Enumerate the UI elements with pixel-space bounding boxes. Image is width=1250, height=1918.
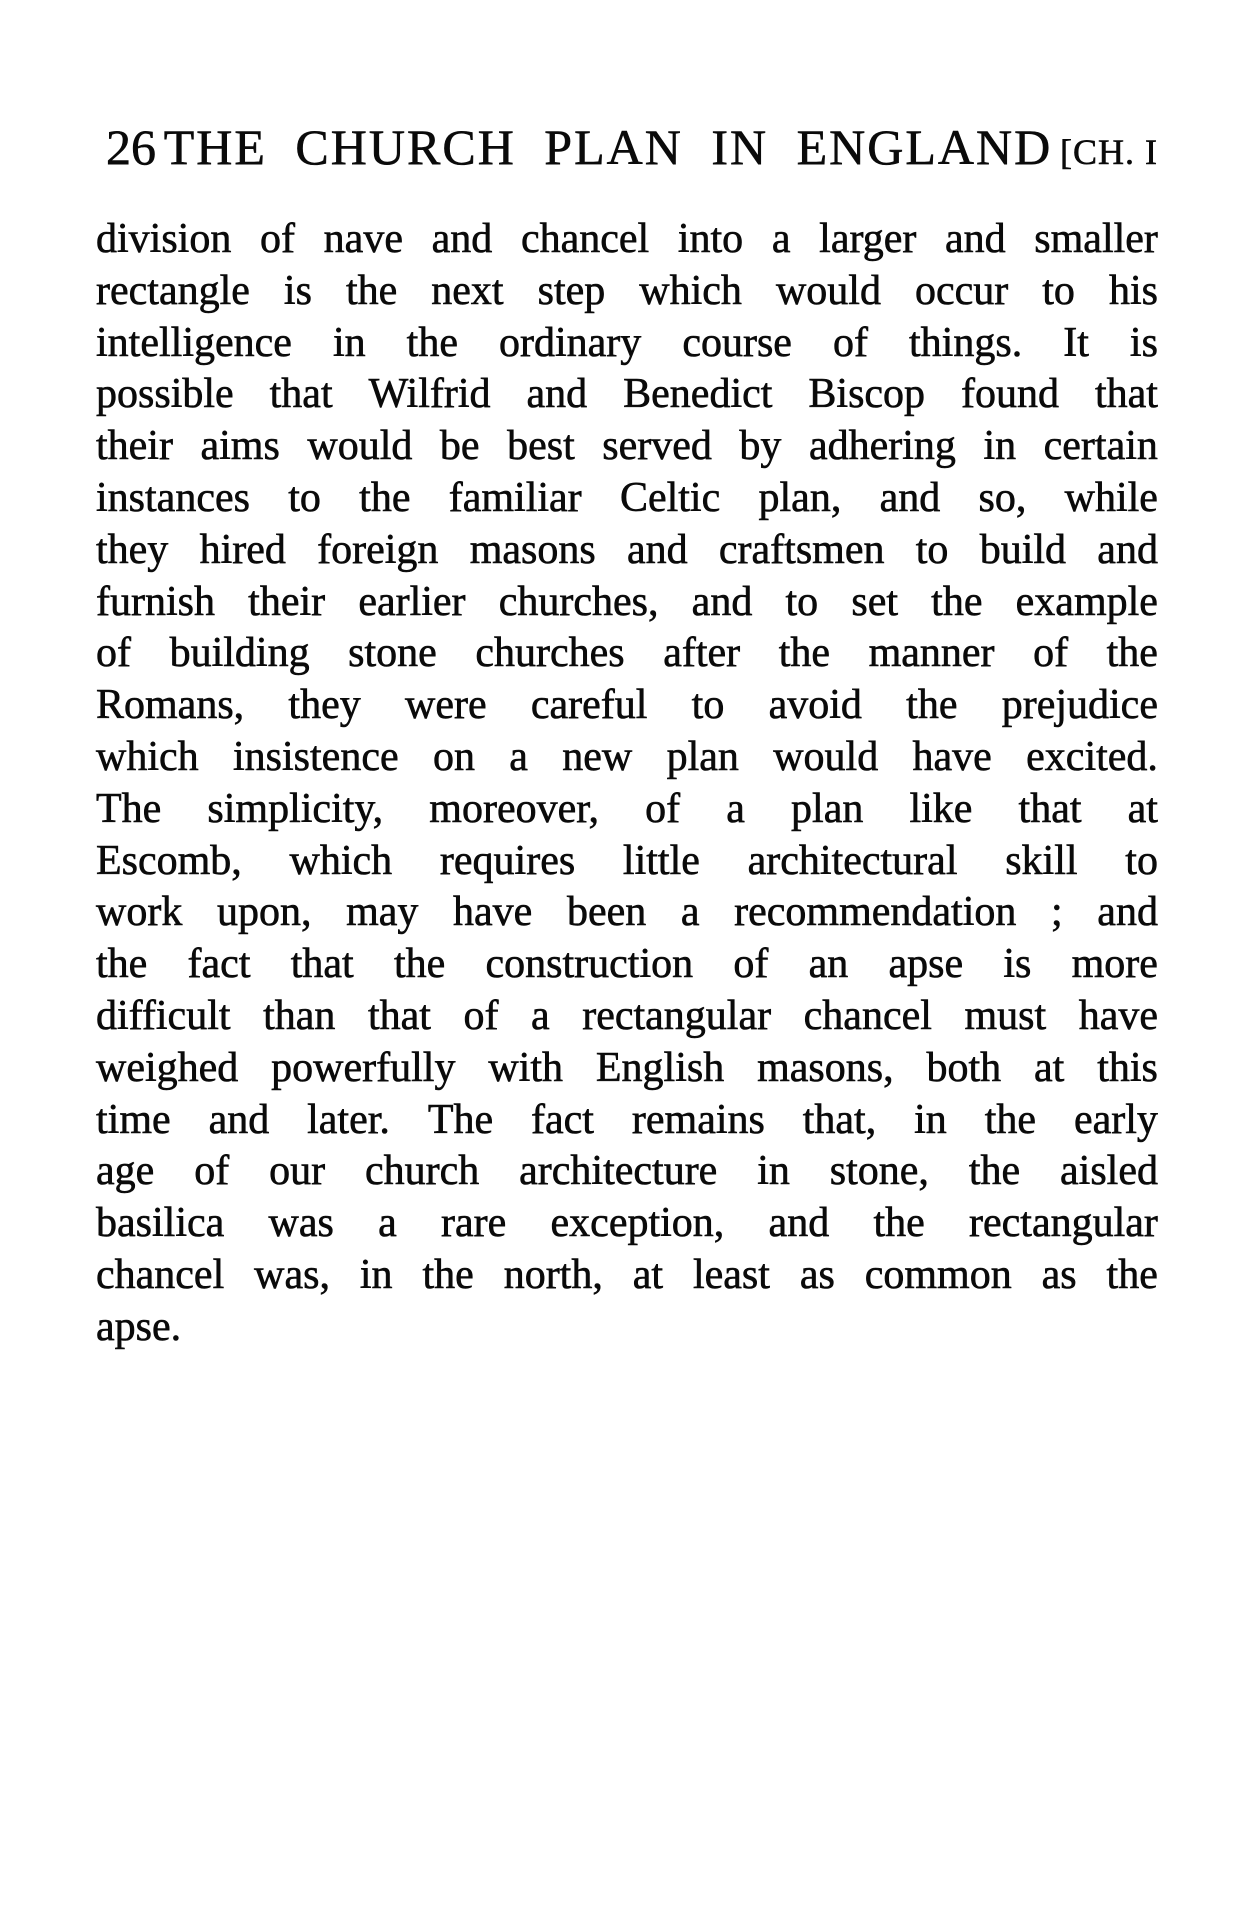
text-line: intelligence in the ordinary course of things. It is xyxy=(96,319,1158,366)
text-line: Escomb, which requires little architectural skill to xyxy=(96,837,1158,884)
text-line: of building stone churches after the manner of the xyxy=(96,630,1158,677)
text-line: rectangle is the next step which would occur to his xyxy=(96,267,1158,314)
text-line: they hired foreign masons and craftsmen to build and xyxy=(96,526,1158,573)
text-line: which insistence on a new plan would have excited. xyxy=(96,733,1158,780)
text-line: possible that Wilfrid and Benedict Biscop found that xyxy=(96,371,1158,418)
text-line: time and later. The fact remains that, in the early xyxy=(96,1096,1158,1143)
page-header xyxy=(96,119,1158,175)
text-line: difficult than that of a rectangular chancel must have xyxy=(96,992,1158,1039)
text-line: instances to the familiar Celtic plan, and so, while xyxy=(96,474,1158,521)
text-line: weighed powerfully with English masons, both at this xyxy=(96,1044,1158,1091)
running-title: THE CHURCH PLAN IN ENGLAND xyxy=(163,119,1053,175)
text-line: age of our church architecture in stone, the aisled xyxy=(96,1148,1158,1195)
text-line: The simplicity, moreover, of a plan like that at xyxy=(96,785,1158,832)
text-line: Romans, they were careful to avoid the prejudice xyxy=(96,682,1158,729)
text-line: basilica was a rare exception, and the rectangular xyxy=(96,1200,1158,1247)
page-number: 26 xyxy=(106,119,156,175)
text-line: their aims would be best served by adhering in certain xyxy=(96,423,1158,470)
chapter-marker: [CH. I xyxy=(1060,132,1158,172)
body-text xyxy=(96,214,1158,1354)
text-line: furnish their earlier churches, and to set the example xyxy=(96,578,1158,625)
text-line: chancel was, in the north, at least as common as the xyxy=(96,1251,1158,1298)
text-line: division of nave and chancel into a larger and smaller xyxy=(96,216,1158,262)
text-line: work upon, may have been a recommendation ; and xyxy=(96,889,1158,936)
text-line: apse. xyxy=(96,1303,182,1350)
text-line: the fact that the construction of an apse is more xyxy=(96,941,1158,988)
